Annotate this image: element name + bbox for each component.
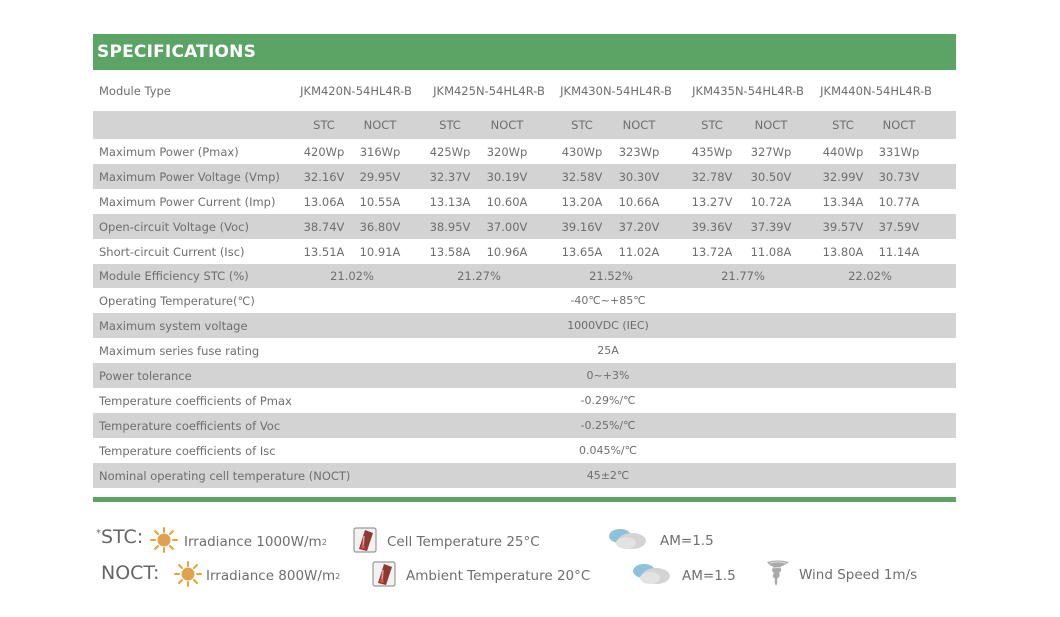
- cloud-icon: [606, 527, 650, 555]
- row-label: Temperature coefficients of Pmax: [99, 393, 292, 408]
- cell-value: 30.50V: [750, 169, 792, 184]
- noct-ambient-temperature: [372, 561, 590, 591]
- cell-value: 440Wp: [822, 144, 864, 159]
- module-type-row: [93, 78, 956, 104]
- cell-value: 45±2℃: [586, 469, 630, 482]
- cell-value: 10.77A: [878, 194, 920, 209]
- tornado-wind-icon: [765, 559, 791, 591]
- col-header-stc: STC: [439, 118, 461, 132]
- cell-value: 13.06A: [303, 194, 345, 209]
- cell-value: -0.29%/℃: [580, 394, 636, 407]
- cell-value: 1000VDC (IEC): [567, 319, 649, 332]
- cell-value: 13.58A: [429, 244, 471, 259]
- stc-irradiance: [150, 527, 327, 557]
- cell-value: 22.02%: [848, 269, 892, 283]
- sun-icon: [150, 527, 178, 557]
- row-label: Maximum Power (Pmax): [99, 144, 239, 159]
- table-row-temp-coeff-pmax: [93, 388, 956, 413]
- row-label: Open-circuit Voltage (Voc): [99, 219, 249, 234]
- cell-value: 38.95V: [429, 219, 471, 234]
- cell-value: 0.045%/℃: [578, 444, 637, 457]
- cell-value: 10.55A: [359, 194, 401, 209]
- table-row-vmp: [93, 164, 956, 189]
- am-text: AM=1.5: [682, 568, 736, 584]
- col-header-noct: NOCT: [490, 118, 524, 132]
- cell-value: 21.27%: [457, 269, 501, 283]
- cell-value: 37.00V: [486, 219, 528, 234]
- cell-value: 32.37V: [429, 169, 471, 184]
- cell-value: 10.96A: [486, 244, 528, 259]
- row-label: Maximum series fuse rating: [99, 343, 260, 358]
- table-row-pmax: [93, 139, 956, 164]
- cell-value: 13.72A: [691, 244, 733, 259]
- module-name: JKM425N-54HL4R-B: [433, 84, 545, 98]
- stc-air-mass: [606, 527, 714, 555]
- cell-value: 39.16V: [561, 219, 603, 234]
- cell-value: 10.91A: [359, 244, 401, 259]
- sun-icon: [174, 561, 202, 591]
- stc-prefix: STC:: [101, 526, 144, 548]
- cell-value: 38.74V: [303, 219, 345, 234]
- table-row-max-system-voltage: [93, 313, 956, 338]
- cell-value: 30.30V: [618, 169, 660, 184]
- cell-value: 13.13A: [429, 194, 471, 209]
- table-row-imp: [93, 189, 956, 214]
- cell-value: 11.08A: [750, 244, 792, 259]
- cell-value: 11.14A: [878, 244, 920, 259]
- cell-value: 30.19V: [486, 169, 528, 184]
- row-label: Power tolerance: [99, 368, 192, 383]
- irradiance-text: Irradiance 800W/m: [206, 568, 336, 584]
- row-label: Maximum system voltage: [99, 318, 248, 333]
- cell-value: 435Wp: [691, 144, 733, 159]
- cell-value: 11.02A: [618, 244, 660, 259]
- col-header-stc: STC: [701, 118, 723, 132]
- cell-value: 320Wp: [486, 144, 528, 159]
- cell-value: 37.39V: [750, 219, 792, 234]
- thermometer-icon: [353, 527, 377, 557]
- stc-cell-temperature: [353, 527, 540, 557]
- col-header-noct: NOCT: [754, 118, 788, 132]
- cell-value: 13.51A: [303, 244, 345, 259]
- cell-value: 425Wp: [429, 144, 471, 159]
- row-label: Nominal operating cell temperature (NOCT): [99, 468, 351, 483]
- cell-value: 0~+3%: [586, 369, 630, 382]
- superscript: 2: [335, 571, 341, 581]
- cell-value: 13.20A: [561, 194, 603, 209]
- module-name: JKM420N-54HL4R-B: [300, 84, 412, 98]
- table-row-noct: [93, 463, 956, 488]
- col-header-noct: NOCT: [882, 118, 916, 132]
- cell-value: 10.72A: [750, 194, 792, 209]
- condition-header-row: [93, 111, 956, 139]
- cell-value: -0.25%/℃: [580, 419, 636, 432]
- noct-prefix: NOCT:: [101, 562, 160, 584]
- col-header-stc: STC: [832, 118, 854, 132]
- row-label: Module Type: [99, 84, 171, 98]
- cloud-icon: [630, 562, 674, 590]
- temperature-text: Cell Temperature 25°C: [387, 534, 540, 550]
- table-row-temp-coeff-isc: [93, 438, 956, 463]
- module-name: JKM430N-54HL4R-B: [560, 84, 672, 98]
- cell-value: 25A: [597, 344, 619, 357]
- row-label: Module Efficiency STC (%): [99, 269, 249, 283]
- specifications-banner: [93, 34, 956, 70]
- table-row-power-tolerance: [93, 363, 956, 388]
- cell-value: 32.58V: [561, 169, 603, 184]
- cell-value: 430Wp: [561, 144, 603, 159]
- asterisk: *: [96, 528, 101, 539]
- module-name: JKM435N-54HL4R-B: [692, 84, 804, 98]
- noct-wind-speed: [765, 559, 917, 591]
- cell-value: 32.78V: [691, 169, 733, 184]
- row-label: Maximum Power Current (Imp): [99, 194, 276, 209]
- section-title: SPECIFICATIONS: [97, 42, 257, 62]
- cell-value: 36.80V: [359, 219, 401, 234]
- table-row-voc: [93, 214, 956, 239]
- cell-value: 327Wp: [750, 144, 792, 159]
- col-header-stc: STC: [313, 118, 335, 132]
- table-row-efficiency: [93, 264, 956, 288]
- cell-value: -40℃~+85℃: [570, 294, 646, 307]
- col-header-noct: NOCT: [363, 118, 397, 132]
- cell-value: 39.36V: [691, 219, 733, 234]
- row-label: Temperature coefficients of Isc: [99, 443, 276, 458]
- row-label: Operating Temperature(℃): [99, 293, 255, 308]
- stc-label: [96, 526, 143, 548]
- cell-value: 21.02%: [330, 269, 374, 283]
- bottom-divider: [93, 497, 956, 502]
- table-row-isc: [93, 239, 956, 264]
- thermometer-icon: [372, 561, 396, 591]
- cell-value: 32.16V: [303, 169, 345, 184]
- table-row-operating-temperature: [93, 288, 956, 313]
- cell-value: 316Wp: [359, 144, 401, 159]
- cell-value: 10.66A: [618, 194, 660, 209]
- table-row-max-series-fuse: [93, 338, 956, 363]
- cell-value: 13.80A: [822, 244, 864, 259]
- cell-value: 21.52%: [589, 269, 633, 283]
- cell-value: 32.99V: [822, 169, 864, 184]
- col-header-stc: STC: [571, 118, 593, 132]
- cell-value: 420Wp: [303, 144, 345, 159]
- table-row-temp-coeff-voc: [93, 413, 956, 438]
- cell-value: 13.65A: [561, 244, 603, 259]
- module-name: JKM440N-54HL4R-B: [820, 84, 932, 98]
- cell-value: 323Wp: [618, 144, 660, 159]
- cell-value: 37.59V: [878, 219, 920, 234]
- cell-value: 331Wp: [878, 144, 920, 159]
- cell-value: 13.34A: [822, 194, 864, 209]
- wind-text: Wind Speed 1m/s: [799, 567, 918, 583]
- cell-value: 30.73V: [878, 169, 920, 184]
- cell-value: 29.95V: [359, 169, 401, 184]
- cell-value: 21.77%: [721, 269, 765, 283]
- temperature-text: Ambient Temperature 20°C: [406, 568, 591, 584]
- cell-value: 39.57V: [822, 219, 864, 234]
- cell-value: 13.27V: [691, 194, 733, 209]
- noct-label: [101, 562, 159, 584]
- spec-table: [93, 78, 956, 488]
- noct-irradiance: [174, 561, 340, 591]
- irradiance-text: Irradiance 1000W/m: [184, 534, 322, 550]
- cell-value: 10.60A: [486, 194, 528, 209]
- cell-value: 37.20V: [618, 219, 660, 234]
- col-header-noct: NOCT: [622, 118, 656, 132]
- superscript: 2: [321, 537, 327, 547]
- am-text: AM=1.5: [660, 533, 714, 549]
- row-label: Short-circuit Current (Isc): [99, 244, 245, 259]
- row-label: Temperature coefficients of Voc: [99, 418, 281, 433]
- row-label: Maximum Power Voltage (Vmp): [99, 169, 280, 184]
- noct-air-mass: [630, 562, 736, 590]
